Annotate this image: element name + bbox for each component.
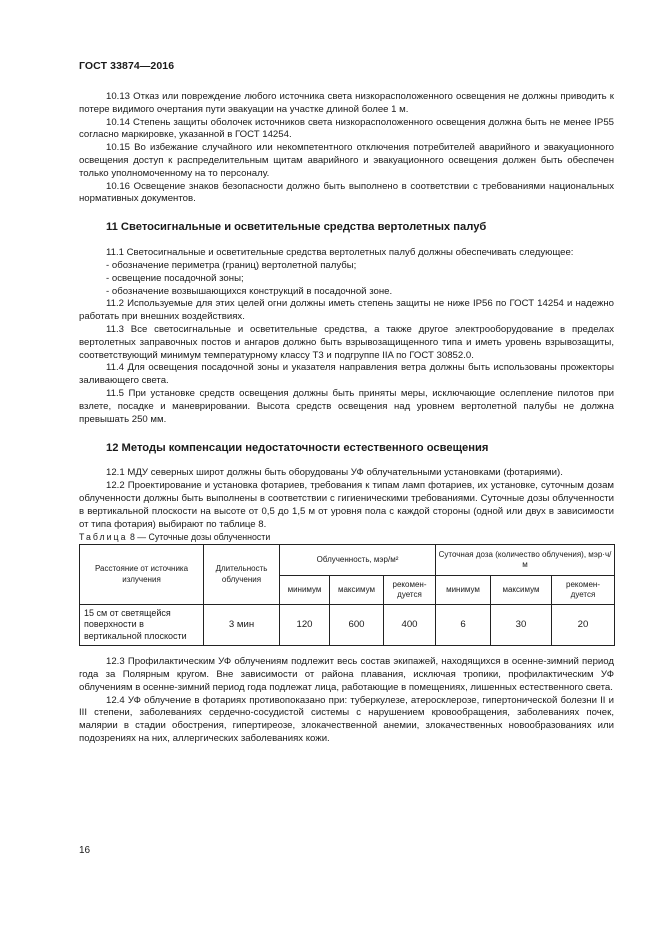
cell-irradiance-min: 120 [280,605,330,646]
table-caption [79,531,614,544]
paragraph-12-4: 12.4 УФ облучение в фотариях противопоказано при: туберкулезе, атеросклерозе, гипертонической болезни II и III степени, заболеваниях сердечно-сосудистой системы с нарушением кровообращения, заболеваниях почек, малярии в стадии обострения, гипертиреозе, злокачественной анемии, злокачественных новообразованиях или подозрениях на них, аллергических заболеваниях кожи. [79,694,614,744]
table-row [80,605,615,646]
paragraph-10-13: 10.13 Отказ или повреждение любого источника света низкорасположенного освещения не должны приводить к потере видимого очертания пути эвакуации на участке длиной более 1 м. [79,91,614,115]
list-item: - обозначение периметра (границ) вертолетной палубы; [106,259,357,271]
uv-dose-table [79,544,615,646]
paragraph-11-3: 11.3 Все светосигнальные и осветительные средства, а также другое электрооборудование в пределах вертолетных заправочных постов и ангаров должно быть взрывозащищенного типа и иметь уровень взрывозащиты, соответствующий минимум температурному классу Т3 и подгруппе IIA по ГОСТ 30852.0. [79,323,614,361]
table-caption-text: 8 — Суточные дозы облученности [129,532,271,543]
paragraph-12-3: 12.3 Профилактическим УФ облучениям подлежит весь состав экипажей, находящихся в осенне-зимний период года за Полярным кругом. Вне зависимости от района плавания, исключая тропики, профилактическим УФ облучениям в осенне-зимний период года подлежат лица, работающие в помещениях, лишенных естественного света. [79,656,614,693]
section-11-heading: 11 Светосигнальные и осветительные средства вертолетных палуб [106,221,487,234]
cell-irradiance-max: 600 [330,605,384,646]
paragraph-12-2: 12.2 Проектирование и установка фотариев, требования к типам ламп фотариев, их установке, суточным дозам облученности должны быть выполнены в соответствии с гигиеническими требованиями. Суточные дозы облученности в вертикальной плоскости на высоте от 0,5 до 1,5 м от уровня пола с каждой стороны (одной или двух в зависимости от типа фотария) выбирают по таблице 8. [79,480,614,530]
cell-duration: 3 мин [204,605,280,646]
paragraph-10-16: 10.16 Освещение знаков безопасности должно быть выполнено в соответствии с требованиями национальных нормативных документов. [79,180,614,205]
paragraph-11-5: 11.5 При установке средств освещения должны быть приняты меры, исключающие ослепление пилотов при взлете, посадке и маневрировании. Высота средств освещения над уровнем вертолетной палубы не должна превышать 250 мм. [79,387,614,425]
paragraph-10-14: 10.14 Степень защиты оболочек источников света низкорасположенного освещения должна быть не менее IP55 согласно маркировке, указанной в ГОСТ 14254. [79,116,614,141]
paragraph-12-1: 12.1 МДУ северных широт должны быть оборудованы УФ облучательными установками (фотариями). [106,467,563,479]
subheader-irradiance-max: максимум [330,576,384,605]
cell-dose-max: 30 [491,605,552,646]
cell-distance: 15 см от светящейся поверхности в вертикальной плоскости [80,605,204,646]
subheader-irradiance-min: минимум [280,576,330,605]
paragraph-11-1: 11.1 Светосигнальные и осветительные средства вертолетных палуб должны обеспечивать следующее: [106,247,574,259]
section-12-heading: 12 Методы компенсации недостаточности естественного освещения [106,442,489,455]
document-code-header: ГОСТ 33874—2016 [79,60,175,72]
subheader-dose-max: максимум [491,576,552,605]
paragraph-11-2: 11.2 Используемые для этих целей огни должны иметь степень защиты не ниже IP56 по ГОСТ 14254 и надежно работать при внешних воздействиях. [79,298,614,323]
header-daily-dose: Суточная доза (количество облучения), мэр·ч/м [436,545,615,576]
post-table-text [79,656,614,746]
subheader-dose-rec: рекомен-дуется [552,576,615,605]
header-irradiance: Облученность, мэр/м² [280,545,436,576]
paragraph-10-15: 10.15 Во избежание случайного или некомпетентного отключения потребителей аварийного и эвакуационного освещения доступ к распределительным щитам аварийного и эвакуационного освещения должен быть обеспечен только уполномоченному на то персоналу. [79,142,614,179]
table-caption-prefix: Таблица [79,532,128,543]
page-number: 16 [79,845,91,856]
page-body [79,91,614,746]
header-distance: Расстояние от источника излучения [80,545,204,605]
paragraph-11-4: 11.4 Для освещения посадочной зоны и указателя направления ветра должны быть использованы прожекторы заливающего света. [79,362,614,387]
subheader-dose-min: минимум [436,576,491,605]
cell-dose-min: 6 [436,605,491,646]
cell-dose-rec: 20 [552,605,615,646]
cell-irradiance-rec: 400 [384,605,436,646]
list-item: - обозначение возвышающихся конструкций в посадочной зоне. [106,285,393,297]
list-item: - освещение посадочной зоны; [106,272,244,284]
subheader-irradiance-rec: рекомен-дуется [384,576,436,605]
header-duration: Длительность облучения [204,545,280,605]
